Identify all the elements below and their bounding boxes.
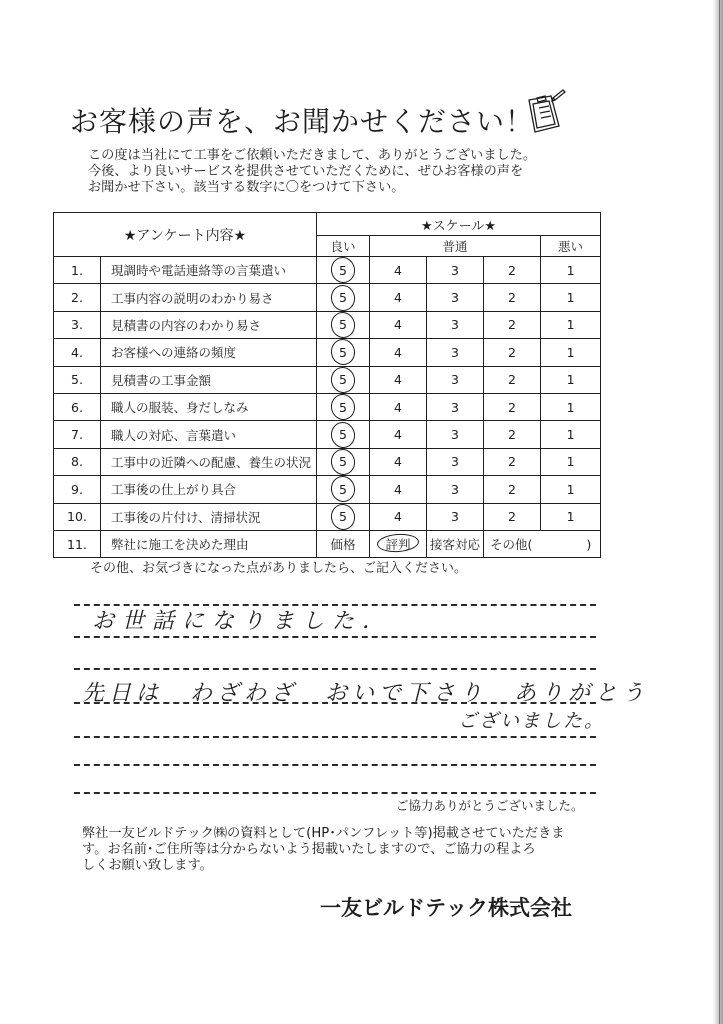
question-text: 工事中の近隣への配慮、養生の状況 <box>101 448 317 475</box>
intro-line: お聞かせ下さい。該当する数字に〇をつけて下さい。 <box>88 180 405 195</box>
question-text: 工事後の片付け、清掃状況 <box>101 503 317 530</box>
score-value: 3 <box>451 372 459 388</box>
question-number: 3. <box>54 311 101 338</box>
score-option[interactable] <box>427 421 484 448</box>
score-option[interactable] <box>370 393 427 420</box>
score-value: 1 <box>566 509 575 525</box>
handwritten-comment: 先日は わざわざ おいで下さり ありがとう <box>82 681 650 706</box>
score-value: 4 <box>394 399 402 415</box>
score-value: 3 <box>451 317 459 333</box>
question-number: 2. <box>54 284 101 311</box>
question-text: 職人の対応、言葉遣い <box>101 421 317 448</box>
score-value: 3 <box>451 427 459 443</box>
question-text: 弊社に施工を決めた理由 <box>101 530 317 557</box>
score-option[interactable] <box>541 366 601 393</box>
page-edge-shadow <box>713 0 723 1024</box>
reason-option-label: 評判 <box>385 537 411 553</box>
question-number: 4. <box>54 339 101 366</box>
score-value: 5 <box>339 290 347 306</box>
scale-normal-label: 普通 <box>370 236 541 257</box>
selection-circle <box>329 421 358 448</box>
score-value: 5 <box>339 317 347 333</box>
footer-notice <box>82 826 607 874</box>
score-option[interactable] <box>317 339 370 366</box>
score-value: 5 <box>339 509 347 525</box>
selection-circle <box>329 503 358 530</box>
score-option[interactable] <box>484 366 541 393</box>
score-value: 2 <box>508 372 516 388</box>
score-value: 3 <box>451 290 459 306</box>
score-option[interactable] <box>484 421 541 448</box>
score-option[interactable] <box>427 257 484 284</box>
score-value: 4 <box>394 290 402 306</box>
selection-circle <box>329 284 358 311</box>
score-option[interactable] <box>370 311 427 338</box>
score-option[interactable] <box>484 393 541 420</box>
score-option[interactable] <box>370 284 427 311</box>
score-value: 2 <box>508 481 516 497</box>
score-option[interactable] <box>484 448 541 475</box>
score-value: 1 <box>566 481 575 497</box>
other-comments-label: その他、お気づきになった点がありましたら、ご記入ください。 <box>90 561 468 576</box>
page-edge-line <box>719 0 720 1024</box>
score-value: 2 <box>508 290 516 306</box>
score-option[interactable] <box>370 257 427 284</box>
score-value: 4 <box>394 344 402 360</box>
company-name: 一友ビルドテック株式会社 <box>320 895 572 920</box>
score-value: 5 <box>339 372 347 388</box>
reason-other-close: ) <box>586 537 592 553</box>
score-option[interactable] <box>427 393 484 420</box>
score-value: 3 <box>451 509 459 525</box>
reason-option-price[interactable]: 価格 <box>317 530 370 557</box>
score-value: 3 <box>451 399 459 415</box>
score-option[interactable] <box>317 503 370 530</box>
question-number: 8. <box>54 448 101 475</box>
footer-line: 弊社一友ビルドテック㈱の資料として(HP･パンフレット等)掲載させていただきま <box>82 826 565 841</box>
score-value: 5 <box>339 344 347 360</box>
score-option[interactable] <box>427 366 484 393</box>
question-text: 工事後の仕上がり具合 <box>101 476 317 503</box>
score-option[interactable] <box>541 421 601 448</box>
score-option[interactable] <box>541 503 601 530</box>
question-row <box>54 476 601 503</box>
score-option[interactable] <box>541 311 601 338</box>
score-option[interactable] <box>370 339 427 366</box>
score-value: 2 <box>508 427 516 443</box>
selection-circle <box>329 257 358 284</box>
score-option[interactable] <box>370 421 427 448</box>
question-row <box>54 257 601 284</box>
question-number: 1. <box>54 257 101 284</box>
selection-circle <box>329 339 358 366</box>
footer-line: しくお願い致します。 <box>82 858 213 873</box>
question-row <box>54 503 601 530</box>
score-value: 1 <box>566 262 575 278</box>
score-value: 1 <box>566 317 575 333</box>
question-row <box>54 284 601 311</box>
score-option[interactable] <box>541 448 601 475</box>
page-title: お客様の声を、お聞かせください！ <box>70 105 535 138</box>
selection-circle <box>376 533 419 554</box>
score-option[interactable] <box>541 476 601 503</box>
question-number: 9. <box>54 476 101 503</box>
score-option[interactable] <box>317 393 370 420</box>
score-value: 3 <box>451 344 459 360</box>
score-option[interactable] <box>427 503 484 530</box>
question-row <box>54 339 601 366</box>
score-option[interactable] <box>484 284 541 311</box>
score-option[interactable] <box>317 257 370 284</box>
header-scale: ★スケール★ <box>317 213 601 236</box>
question-text: 見積書の内容のわかり易さ <box>101 311 317 338</box>
thanks-note: ご協力ありがとうございました。 <box>396 798 584 813</box>
score-option[interactable] <box>427 311 484 338</box>
score-option[interactable] <box>317 476 370 503</box>
score-value: 2 <box>508 399 516 415</box>
score-value: 3 <box>451 481 459 497</box>
score-value: 1 <box>566 454 575 470</box>
reason-option-service[interactable]: 接客対応 <box>427 530 484 557</box>
score-option[interactable] <box>370 476 427 503</box>
question-number: 6. <box>54 393 101 420</box>
question-row <box>54 366 601 393</box>
intro-line: 今後、より良いサービスを提供させていただくために、ぜひお客様の声を <box>88 164 524 179</box>
question-text: お客様への連絡の頻度 <box>101 339 317 366</box>
survey-table <box>53 212 601 558</box>
scale-good-label: 良い <box>317 236 370 257</box>
question-number: 5. <box>54 366 101 393</box>
score-value: 1 <box>566 427 575 443</box>
score-value: 3 <box>451 454 459 470</box>
reason-option-other[interactable] <box>484 530 601 557</box>
score-option[interactable] <box>484 311 541 338</box>
score-value: 4 <box>394 317 402 333</box>
writing-line <box>74 792 596 794</box>
scale-bad-label: 悪い <box>541 236 601 257</box>
intro-text <box>88 148 608 196</box>
score-option[interactable] <box>484 476 541 503</box>
question-number: 11. <box>54 530 101 557</box>
score-value: 5 <box>339 481 347 497</box>
question-number: 7. <box>54 421 101 448</box>
score-value: 3 <box>451 262 459 278</box>
reason-other-label: その他( <box>490 537 533 553</box>
selection-circle <box>329 311 358 338</box>
score-value: 4 <box>394 372 402 388</box>
score-value: 1 <box>566 399 575 415</box>
question-row <box>54 421 601 448</box>
header-survey-content: ★アンケート内容★ <box>54 213 317 257</box>
selection-circle <box>329 393 358 420</box>
score-option[interactable] <box>317 421 370 448</box>
writing-line <box>74 764 596 766</box>
score-value: 5 <box>339 454 347 470</box>
score-value: 4 <box>394 481 402 497</box>
score-option[interactable] <box>541 284 601 311</box>
score-value: 1 <box>566 344 575 360</box>
score-value: 2 <box>508 344 516 360</box>
score-value: 5 <box>339 399 347 415</box>
score-option[interactable] <box>370 366 427 393</box>
question-text: 現調時や電話連絡等の言葉遣い <box>101 257 317 284</box>
handwritten-comment: お世話になりました． <box>92 609 393 634</box>
score-option[interactable] <box>317 284 370 311</box>
question-row <box>54 448 601 475</box>
score-option[interactable] <box>427 448 484 475</box>
writing-line <box>74 636 596 638</box>
score-option[interactable] <box>317 311 370 338</box>
score-option[interactable] <box>541 339 601 366</box>
question-row <box>54 311 601 338</box>
writing-line <box>74 736 596 738</box>
score-value: 2 <box>508 317 516 333</box>
selection-circle <box>329 476 358 503</box>
question-text: 工事内容の説明のわかり易さ <box>101 284 317 311</box>
question-text: 職人の服装、身だしなみ <box>101 393 317 420</box>
score-value: 1 <box>566 372 575 388</box>
handwritten-comment: ございました。 <box>458 710 606 732</box>
score-option[interactable] <box>484 339 541 366</box>
intro-line: この度は当社にて工事をご依頼いただきまして、ありがとうございました。 <box>88 148 537 163</box>
score-option[interactable] <box>317 448 370 475</box>
score-value: 2 <box>508 509 516 525</box>
selection-circle <box>329 366 358 393</box>
reason-option-reputation[interactable] <box>370 530 427 557</box>
score-option[interactable] <box>427 476 484 503</box>
selection-circle <box>329 448 358 475</box>
footer-line: す。お名前･ご住所等は分からないよう掲載いたしますので、ご協力の程よろ <box>82 842 536 857</box>
score-value: 4 <box>394 262 402 278</box>
score-option[interactable] <box>427 284 484 311</box>
score-option[interactable] <box>317 366 370 393</box>
score-value: 5 <box>339 427 347 443</box>
score-value: 2 <box>508 454 516 470</box>
score-option[interactable] <box>370 503 427 530</box>
question-row <box>54 393 601 420</box>
score-value: 4 <box>394 509 402 525</box>
score-value: 4 <box>394 454 402 470</box>
writing-line <box>74 668 596 670</box>
score-value: 1 <box>566 290 575 306</box>
question-number: 10. <box>54 503 101 530</box>
score-value: 4 <box>394 427 402 443</box>
score-option[interactable] <box>427 339 484 366</box>
score-option[interactable] <box>541 257 601 284</box>
score-value: 5 <box>339 262 347 278</box>
clipboard-pencil-icon <box>515 86 567 138</box>
score-option[interactable] <box>370 448 427 475</box>
question-text: 見積書の工事金額 <box>101 366 317 393</box>
score-value: 2 <box>508 262 516 278</box>
score-option[interactable] <box>484 503 541 530</box>
score-option[interactable] <box>541 393 601 420</box>
score-option[interactable] <box>484 257 541 284</box>
